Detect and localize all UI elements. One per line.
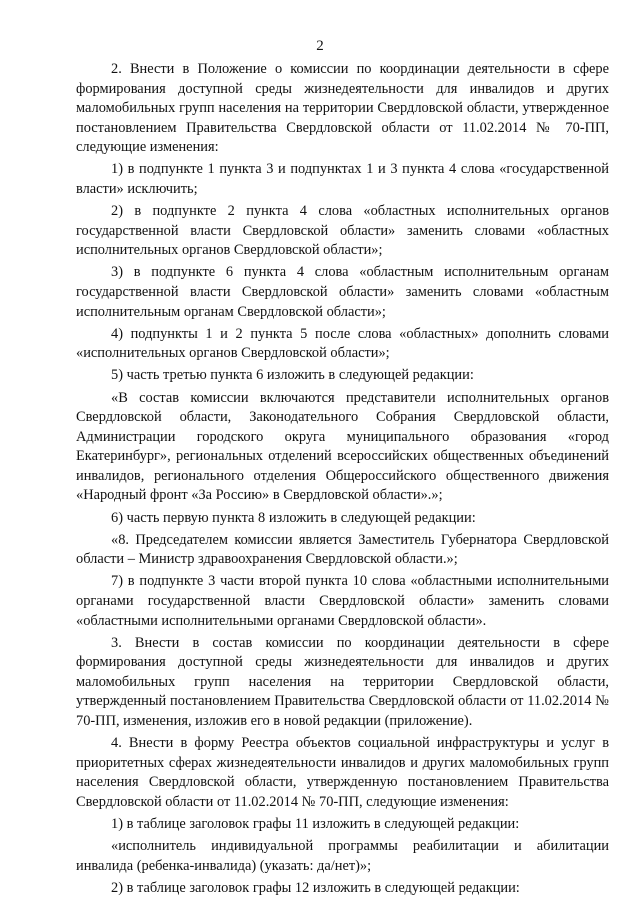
quoted-text-column-11: «исполнитель индивидуальной программы реабилитации и абилитации инвалида (ребенка-инвалида) (указать: да/нет)»; (76, 838, 609, 874)
paragraph-item-4: 4. Внести в форму Реестра объектов социальной инфраструктуры и услуг в приоритетных сферах жизнедеятельности инвалидов и других маломобильных групп населения Свердловской области, утвержденную постановлением Правительства Свердловской области от 11.02.2014 № 70-ПП, следующие изменения: (76, 735, 609, 810)
quoted-text-commission-composition: «В состав комиссии включаются представители исполнительных органов Свердловской области, Законодательного Собрания Свердловской области, Администрации городского округа муниципального образования «город Екатеринбург», региональных отделений всероссийских общественных объединений инвалидов, регионального отделения Общероссийского общественного движения «Народный фронт «За Россию» в Свердловской области».»; (76, 389, 609, 504)
subitem-table-column-11: 1) в таблице заголовок графы 11 изложить в следующей редакции: (111, 815, 520, 832)
subitem-7: 7) в подпункте 3 части второй пункта 10 слова «областными исполнительными органами государственной власти Свердловской области» заменить словами «областными исполнительными органами Свердловской области». (76, 573, 609, 629)
subitem-2: 2) в подпункте 2 пункта 4 слова «областных исполнительных органов государственной власти Свердловской области» заменить словами «областных исполнительных органов Свердловской области»; (76, 203, 609, 259)
document-body (76, 60, 609, 901)
subitem-3: 3) в подпункте 6 пункта 4 слова «областным исполнительным органам государственной власти Свердловской области» заменить словами «областным исполнительным органам Свердловской области»; (76, 264, 609, 320)
subitem-4: 4) подпункты 1 и 2 пункта 5 после слова «областных» дополнить словами «исполнительных органов Свердловской области»; (76, 325, 609, 362)
subitem-table-column-12: 2) в таблице заголовок графы 12 изложить в следующей редакции: (111, 879, 520, 896)
subitem-1: 1) в подпункте 1 пункта 3 и подпунктах 1 и 3 пункта 4 слова «государственной власти» исключить; (76, 161, 609, 198)
quoted-text-chairman: «8. Председателем комиссии является Заместитель Губернатора Свердловской области – Министр здравоохранения Свердловской области.»; (76, 531, 609, 568)
paragraph-item-3: 3. Внести в состав комиссии по координации деятельности в сфере формирования доступной среды жизнедеятельности для инвалидов и других маломобильных групп населения на территории Свердловской области, утвержденный постановлением Правительства Свердловской области от 11.02.2014 № 70-ПП, изменения, изложив его в новой редакции (приложение). (76, 634, 609, 729)
subitem-5: 5) часть третью пункта 6 изложить в следующей редакции: (111, 367, 474, 384)
paragraph-item-2: 2. Внести в Положение о комиссии по координации деятельности в сфере формирования доступной среды жизнедеятельности для инвалидов и других маломобильных групп населения на территории Свердловской области, утвержденное постановлением Правительства Свердловской области от 11.02.2014 № 70-ПП, следующие изменения: (76, 61, 609, 156)
page-number: 2 (316, 38, 324, 54)
subitem-6: 6) часть первую пункта 8 изложить в следующей редакции: (111, 509, 476, 526)
